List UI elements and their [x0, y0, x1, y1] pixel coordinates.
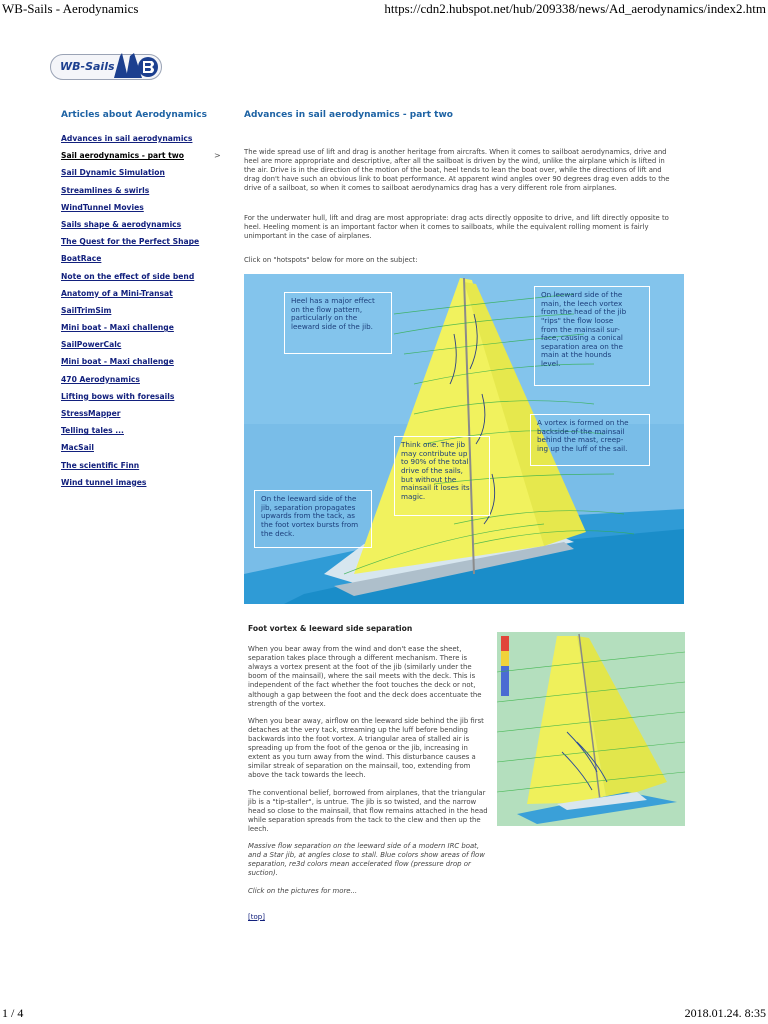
nav-item-sailpowercalc[interactable]: SailPowerCalc — [61, 340, 122, 350]
nav-item-macsail[interactable]: MacSail — [61, 443, 94, 453]
callout-jib-line: the foot vortex bursts from — [261, 519, 359, 529]
page-counter: 1 / 4 — [2, 1006, 24, 1020]
figure-caption: Massive flow separation on the leeward side of a modern IRC boat, and a Star jib, at angles close to stall. Blue colors show areas of flow separation, re3d colors mean accelerated flow (pressure drop or suction). — [248, 842, 485, 878]
section-paragraph: When you bear away from the wind and don't ease the sheet, separation takes place through a different mechanism. There is always a vortex present at the foot of the jib (similarly under the boom of the mainsail), where the sail meets with the deck. This is independent of the fact whether the foot touches the deck or not, although a gap between the foot and the deck does accentuate the strength of the vortex. — [248, 645, 482, 708]
callout-jib[interactable] — [254, 490, 372, 548]
callout-leeward-line: "rips" the flow loose — [541, 315, 614, 325]
section-paragraph: When you bear away, airflow on the leeward side behind the jib first detaches at the very tack, streaming up the luff before bending backwards into the foot vortex. A triangular area of stalled air is spreading up from the foot of the genoa or the jib, increasing in extent as you turn away from the wind. This disturbance causes a similar streak of separation on the mainsail, too, extending from above the tack towards the leech. — [248, 716, 484, 780]
nav-item-telling-tales[interactable]: Telling tales ... — [61, 426, 124, 436]
callout-heel-line: on the flow pattern, — [291, 304, 363, 314]
nav-item-lifting-bows[interactable]: Lifting bows with foresails — [61, 391, 175, 401]
callout-jib-line: jib, separation propagates — [261, 502, 356, 512]
callout-think-line: mainsail it loses its — [401, 483, 470, 493]
nav-item-side-bend[interactable]: Note on the effect of side bend — [61, 271, 195, 281]
callout-think[interactable] — [394, 436, 490, 516]
callout-think-line: magic. — [401, 491, 426, 501]
callout-think-line: drive of the sails, — [401, 465, 463, 475]
sailboat-flow-figure[interactable] — [244, 274, 684, 604]
cfd-flow-image[interactable] — [497, 632, 685, 826]
wb-sails-logo[interactable] — [50, 50, 165, 82]
main-content — [244, 110, 714, 264]
click-for-more: Click on the pictures for more... — [248, 886, 358, 895]
callout-think-line: to 90% of the total — [401, 457, 469, 467]
top-link[interactable]: [top] — [248, 912, 265, 921]
sidebar-title: Articles about Aerodynamics — [61, 110, 207, 120]
nav-item-mini-boat-1[interactable]: Mini boat - Maxi challenge — [61, 323, 174, 333]
hotspots-hint: Click on "hotspots" below for more on the subject: — [244, 256, 418, 264]
print-header — [0, 0, 768, 18]
callout-leeward-line: main, the leech vortex — [541, 298, 623, 308]
callout-heel[interactable] — [284, 292, 392, 354]
nav-item-windtunnel-movies[interactable]: WindTunnel Movies — [61, 202, 144, 212]
callout-jib-line: On the leeward side of the — [261, 494, 357, 503]
nav-item-stressmapper[interactable]: StressMapper — [61, 409, 121, 418]
callout-leeward-line: main at the hounds — [541, 350, 612, 360]
callout-vortex-line: A vortex is formed on the — [537, 418, 629, 427]
article-nav — [61, 134, 231, 495]
callout-jib-line: upwards from the tack, as — [261, 511, 355, 521]
nav-item-streamlines[interactable]: Streamlines & swirls — [61, 185, 150, 195]
nav-item-wind-tunnel-images[interactable]: Wind tunnel images — [61, 477, 147, 487]
section-title: Foot vortex & leeward side separation — [248, 624, 413, 633]
nav-item-sailtrimsim[interactable]: SailTrimSim — [61, 305, 112, 315]
callout-leeward-line: level. — [541, 359, 561, 369]
callout-vortex-line: backside of the mainsail — [537, 426, 625, 436]
nav-item-boatrace[interactable]: BoatRace — [61, 254, 102, 264]
nav-item-part-two[interactable] — [61, 151, 231, 168]
nav-item-470[interactable]: 470 Aerodynamics — [61, 374, 140, 384]
hull-paragraph: For the underwater hull, lift and drag are most appropriate: drag acts directly opposite to drive, and lift directly opposite to heel. Heeling moment is an important factor when it comes to sailboats, while the equivalent rolling moment is fairly unimportant in the case of airplanes. — [244, 214, 669, 241]
print-page-title: WB-Sails - Aerodynamics — [2, 1, 139, 16]
callout-leeward-line: from the mainsail sur- — [541, 324, 620, 334]
callout-think-line: but without the — [401, 474, 457, 484]
nav-item-sails-shape[interactable]: Sails shape & aerodynamics — [61, 219, 182, 229]
callout-think-line: Think one. The jib — [401, 440, 466, 449]
current-page-arrow: > — [214, 151, 221, 161]
nav-item-sail-dynamic-simulation[interactable]: Sail Dynamic Simulation — [61, 168, 165, 178]
callout-heel-line: Heel has a major effect — [291, 296, 375, 305]
nav-item-mini-boat-2[interactable]: Mini boat - Maxi challenge — [61, 357, 174, 367]
callout-heel-line: leeward side of the jib. — [291, 321, 373, 331]
callout-think-line: may contribute up — [401, 448, 468, 458]
print-url: https://cdn2.hubspot.net/hub/209338/news/Ad_aerodynamics/index2.htm — [384, 1, 766, 16]
nav-item-scientific-finn[interactable]: The scientific Finn — [61, 460, 140, 470]
callout-jib-line: the deck. — [261, 528, 295, 538]
callout-vortex[interactable] — [530, 414, 650, 466]
logo-text: WB-Sails — [60, 60, 115, 73]
intro-paragraph: The wide spread use of lift and drag is another heritage from aircrafts. When it comes to sailboat aerodynamics, drive and heel are more appropriate and descriptive, after all the sailboat is driven by the wind, unlike the airplane which is lifted in the air. Drive is in the direction of the motion of the boat, heel tends to lean the boat over, while the directions of lift and drag don't have such an obvious link to boat performance. At apparent wind angles over 90 degrees drag even adds to the drive of a sailboat, so when it comes to sailboat aerodynamics drag has a very different role from airplanes. — [244, 148, 670, 193]
callout-leeward-line: from the head of the jib — [541, 307, 627, 317]
cfd-sail-render — [497, 632, 685, 826]
print-footer — [0, 1004, 768, 1024]
logo-sail-icon — [50, 50, 165, 84]
foot-vortex-section — [248, 624, 488, 923]
callout-leeward-line: On leeward side of the — [541, 290, 623, 299]
nav-item-mini-transat[interactable]: Anatomy of a Mini-Transat — [61, 288, 173, 298]
section-paragraph: The conventional belief, borrowed from airplanes, that the triangular jib is a "tip-staller", is untrue. The jib is so twisted, and the narrow head so close to the mainsail, that flow remains attached in the head while separation spreads from the tack to the clew and then up the leech. — [248, 788, 488, 833]
callout-leeward-line: separation area on the — [541, 341, 623, 351]
nav-item-perfect-shape[interactable]: The Quest for the Perfect Shape — [61, 237, 200, 247]
nav-item-advances[interactable]: Advances in sail aerodynamics — [61, 134, 193, 143]
nav-item-label: Sail aerodynamics - part two — [61, 151, 185, 161]
print-datetime: 2018.01.24. 8:35 — [684, 1006, 766, 1020]
page-title: Advances in sail aerodynamics - part two — [244, 110, 453, 120]
callout-leeward-main[interactable] — [534, 286, 650, 386]
callout-vortex-line: ing up the luff of the sail. — [537, 443, 628, 453]
sidebar — [61, 110, 231, 495]
callout-leeward-line: face, causing a conical — [541, 333, 623, 343]
callout-vortex-line: behind the mast, creep- — [537, 435, 624, 445]
callout-heel-line: particularly on the — [291, 313, 358, 323]
